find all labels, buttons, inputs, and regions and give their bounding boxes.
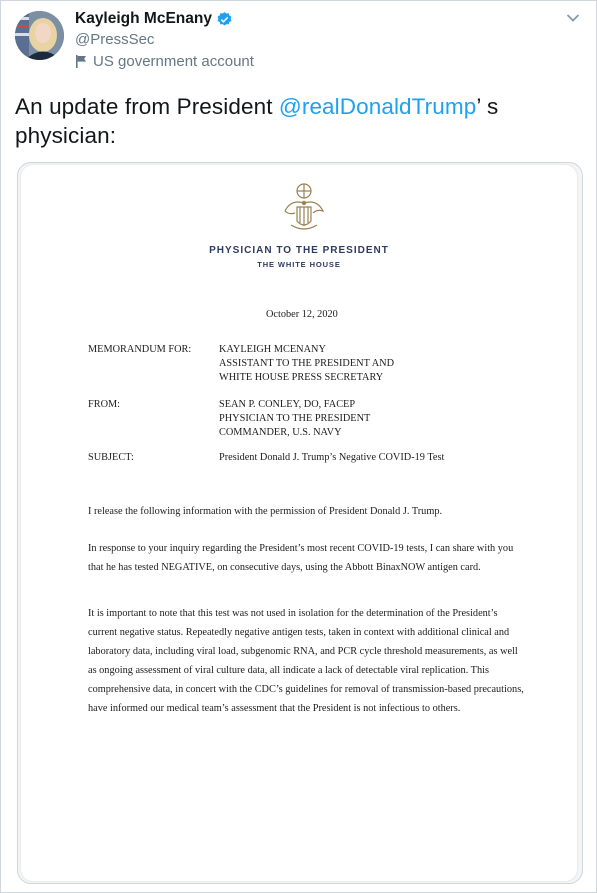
memo-paragraph-1: I release the following information with the permission of President Donald J. Trump.	[88, 506, 443, 517]
tweet-text-end: ’ s physician:	[15, 94, 499, 148]
memo-paragraph-2: In response to your inquiry regarding the President’s most recent COVID-19 tests, I can share with you that he has tested NEGATIVE, on consecutive days, using the Abbott BinaxNOW antigen card.	[88, 543, 514, 573]
memo-document	[21, 165, 577, 881]
memo-for-line: WHITE HOUSE PRESS SECRETARY	[219, 372, 384, 383]
attached-image[interactable]	[17, 162, 583, 884]
government-account-label[interactable]	[75, 53, 254, 70]
memo-paragraph-3: It is important to note that this test was not used in isolation for the determination of the President’s current negative status. Repeatedly negative antigen tests, taken in context with additional clinical and laboratory data, including viral load, subgenomic RNA, and PCR cycle threshold measurements, as well as ongoing assessment of viral culture data, all indicate a lack of detectable viral replication. This comprehensive data, in concert with the CDC’s guidelines for removal of transmission-based precautions, have informed our medical team’s assessment that the President is not infectious to others.	[88, 608, 524, 714]
memo-for-line: KAYLEIGH MCENANY	[219, 344, 326, 355]
memo-for-line: ASSISTANT TO THE PRESIDENT AND	[219, 358, 395, 369]
verified-badge-icon	[216, 11, 233, 28]
user-handle[interactable]: @PressSec	[75, 31, 155, 48]
presidential-seal-icon	[279, 181, 329, 237]
flag-icon	[75, 55, 87, 68]
letterhead-title: PHYSICIAN TO THE PRESIDENT	[209, 245, 389, 256]
chevron-down-icon[interactable]	[566, 13, 580, 23]
tweet-text-start: An update from President	[15, 94, 279, 119]
memo-from-label: FROM:	[88, 399, 121, 410]
memo-date: October 12, 2020	[266, 309, 338, 320]
memo-for-label: MEMORANDUM FOR:	[88, 344, 192, 355]
memo-subject: President Donald J. Trump’s Negative COVID-19 Test	[219, 452, 445, 463]
memo-from-value	[219, 398, 370, 440]
mention-link[interactable]: @realDonaldTrump	[278, 94, 477, 119]
display-name[interactable]: Kayleigh McEnany	[75, 10, 212, 27]
memo-subject-label: SUBJECT:	[88, 452, 134, 463]
tweet-text	[15, 92, 575, 150]
memo-from-line: SEAN P. CONLEY, DO, FACEP	[219, 399, 356, 410]
memo-for-value	[219, 343, 394, 385]
avatar[interactable]	[15, 11, 64, 60]
memo-from-line: COMMANDER, U.S. NAVY	[219, 427, 342, 438]
government-account-text: US government account	[93, 53, 254, 70]
letterhead-subtitle: THE WHITE HOUSE	[257, 260, 341, 269]
memo-from-line: PHYSICIAN TO THE PRESIDENT	[219, 413, 371, 424]
